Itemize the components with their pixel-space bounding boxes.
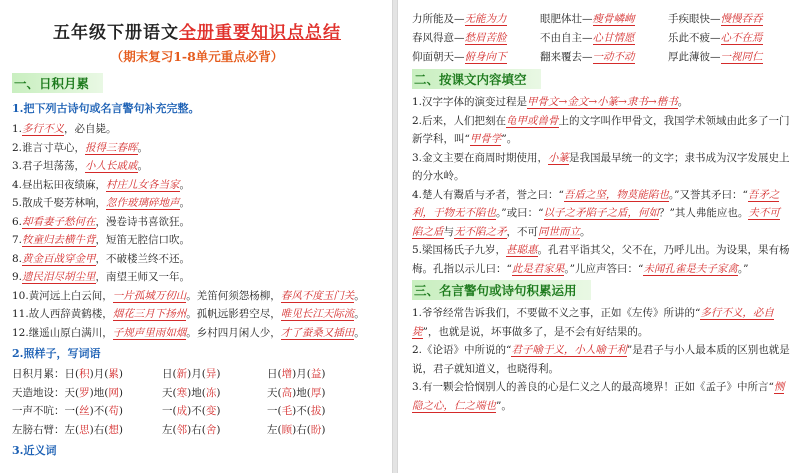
page-title <box>12 18 382 43</box>
phrase-cell: 仰面朝天—俯身向下 <box>412 51 507 63</box>
answer: 龟甲或兽骨 <box>506 114 559 127</box>
phrase-cell: 不由自主—心甘情愿 <box>540 32 635 44</box>
phrase-row <box>412 29 790 48</box>
answer: 无不陷之矛 <box>454 225 507 238</box>
word-cell: 一声不吭：一(丝)不(苟) <box>12 405 123 417</box>
answer: 甲骨学 <box>469 133 502 145</box>
paragraph-8: 3.有一颗会恰悯别人的善良的心是仁义之人的最高境界！正如《孟子》中所言“恻隐之心，仁之端也”。 <box>412 381 785 412</box>
word-grid <box>12 365 382 439</box>
paragraph-4: 4.楚人有鬻盾与矛者，誉之曰：“吾盾之坚，物莫能陷也。”又誉其矛曰：“吾矛之利，于物无不陷也。”或曰：“以子之矛陷子之盾，何如？”其人弗能应也。夫不可陷之盾与无不陷之矛，不可同世而立。 <box>412 188 780 238</box>
poem-line: 5.散成千娶芳林响，忽作玻璃碎地声。 <box>12 197 191 209</box>
word-cell: 天(高)地(厚) <box>267 386 326 399</box>
paragraph-6: 1.爷爷经常告诉我们，不要做不义之事，正如《左传》所讲的“多行不义，必自毙”，也就是说，坏事做多了，是不会有好结果的。 <box>412 307 774 338</box>
poem-line: 4.昼出耘田夜绩麻，村庄儿女各当家。 <box>12 178 191 191</box>
section-heading-2: 二、按课文内容填空 <box>412 69 541 89</box>
word-cell: 左(顾)右(盼) <box>267 423 326 436</box>
word-cell: 左膀右臂：左(思)右(想) <box>12 423 123 436</box>
answer: 吾盾之坚，物莫能陷也 <box>563 188 669 201</box>
poem-line: 2.谁言寸草心，报得三春晖。 <box>12 141 149 154</box>
answer: 恻隐之心，仁之端也 <box>412 381 785 412</box>
phrase-cell: 乐此不疲—心不在焉 <box>668 32 763 44</box>
answer: 君子喻于义，小人喻于利 <box>511 344 627 356</box>
word-row <box>12 365 382 384</box>
title-highlight: 全册重要知识点总结 <box>179 23 341 43</box>
poem-line: 6.却看妻子愁何在，漫卷诗书喜欲狂。 <box>12 215 191 228</box>
poem-line: 8.黄金百战穿金甲，不破楼兰终不还。 <box>12 252 191 265</box>
phrase-row <box>412 10 790 29</box>
answer: 吾矛之利，于物无不陷也 <box>412 188 780 219</box>
answer: 甚聪惠 <box>506 244 538 256</box>
word-cell: 左(邻)右(舍) <box>162 423 221 436</box>
phrase-cell: 春风得意—愁眉苦脸 <box>412 32 507 44</box>
word-cell: 日积月累：日(积)月(累) <box>12 368 123 380</box>
page-subtitle: （期末复习1-8单元重点必背） <box>110 49 284 64</box>
paragraph-5: 5.梁国杨氏子九岁，甚聪惠。孔君平诣其父，父不在，乃呼儿出。为设果，果有杨梅。孔指以示儿曰：“此是君家果。”儿应声答曰：“未闻孔雀是夫子家禽。” <box>412 244 790 275</box>
word-row <box>12 384 382 403</box>
title-plain: 五年级下册语文 <box>53 23 179 43</box>
answer: 夫不可陷之盾 <box>412 207 780 238</box>
phrase-cell: 眼肥体壮—瘦骨嶙峋 <box>540 13 635 25</box>
poem-line: 1.多行不义，必自毙。 <box>12 123 117 135</box>
poem-line: 11.故人西辞黄鹤楼，烟花三月下扬州。孤帆远影碧空尽，唯见长江天际流。 <box>12 308 365 320</box>
answer: 同世而立 <box>538 225 580 238</box>
poem-line: 12.继遥山原白满川，子规声里雨如烟。乡村四月闲人少，才了蚕桑又插田。 <box>12 326 365 339</box>
phrase-cell: 厚此薄彼—一视同仁 <box>668 51 763 63</box>
phrase-cell: 翻来覆去—一动不动 <box>540 51 635 63</box>
word-cell: 天造地设：天(罗)地(网) <box>12 386 123 399</box>
right-page <box>398 0 798 473</box>
poem-line: 3.君子坦荡荡，小人长戚戚。 <box>12 160 149 172</box>
word-cell: 一(成)不(变) <box>162 405 221 417</box>
answer: 未闻孔雀是夫子家禽 <box>643 262 738 275</box>
word-row <box>12 402 382 421</box>
phrase-cell: 力所能及—无能为力 <box>412 13 507 25</box>
poem-line: 10.黄河远上白云间，一片孤城万仞山。羌笛何须怨杨柳，春风不度玉门关。 <box>12 289 365 302</box>
poem-lines <box>12 120 382 287</box>
section-heading-1: 一、日积月累 <box>12 73 103 93</box>
paragraph-2: 2.后来，人们把刻在龟甲或兽骨上的文字叫作甲骨文，我国学术领域由此多了一门新学科，叫“甲骨学”。 <box>412 114 790 145</box>
subsection-heading-2: 2.照样子，写词语 <box>12 347 101 360</box>
subsection-heading-1: 1.把下列古诗句或名言警句补充完整。 <box>12 102 200 115</box>
paragraph-1: 1.汉字字体的演变过程是甲骨文→金文→小篆→隶书→楷书。 <box>412 96 689 108</box>
phrase-cell: 手疾眼快—慢慢吞吞 <box>668 13 763 25</box>
phrase-row <box>412 48 790 67</box>
word-row <box>12 421 382 440</box>
answer: 甲骨文→金文→小篆→隶书→楷书 <box>527 96 678 108</box>
paragraph-7: 2.《论语》中所说的“君子喻于义，小人喻于利”是君子与小人最本质的区别也就是说，君子就知道义，也晓得利。 <box>412 344 790 375</box>
word-cell: 日(增)月(益) <box>267 368 326 380</box>
answer: 以子之矛陷子之盾，何如 <box>543 207 659 219</box>
word-cell: 天(寒)地(冻) <box>162 386 221 399</box>
poem-line: 9.遗民泪尽胡尘里，南望王师又一年。 <box>12 271 191 283</box>
paragraph-3: 3.金文主要在商周时期使用，小篆是我国最早统一的文字；隶书成为汉字发展史上的分水岭。 <box>412 151 790 182</box>
poem-line: 7.牧童归去横牛背，短笛无腔信口吹。 <box>12 234 191 246</box>
phrase-grid <box>412 10 790 67</box>
answer: 此是君家果 <box>511 262 565 275</box>
answer: 小篆 <box>548 151 570 164</box>
subsection-heading-3: 3.近义词 <box>12 444 57 457</box>
answer: 多行不义，必自毙 <box>412 307 774 338</box>
section-heading-3: 三、名言警句或诗句积累运用 <box>412 280 591 300</box>
word-cell: 一(毛)不(拔) <box>267 405 326 417</box>
word-cell: 日(新)月(异) <box>162 368 221 380</box>
left-page <box>0 0 392 473</box>
